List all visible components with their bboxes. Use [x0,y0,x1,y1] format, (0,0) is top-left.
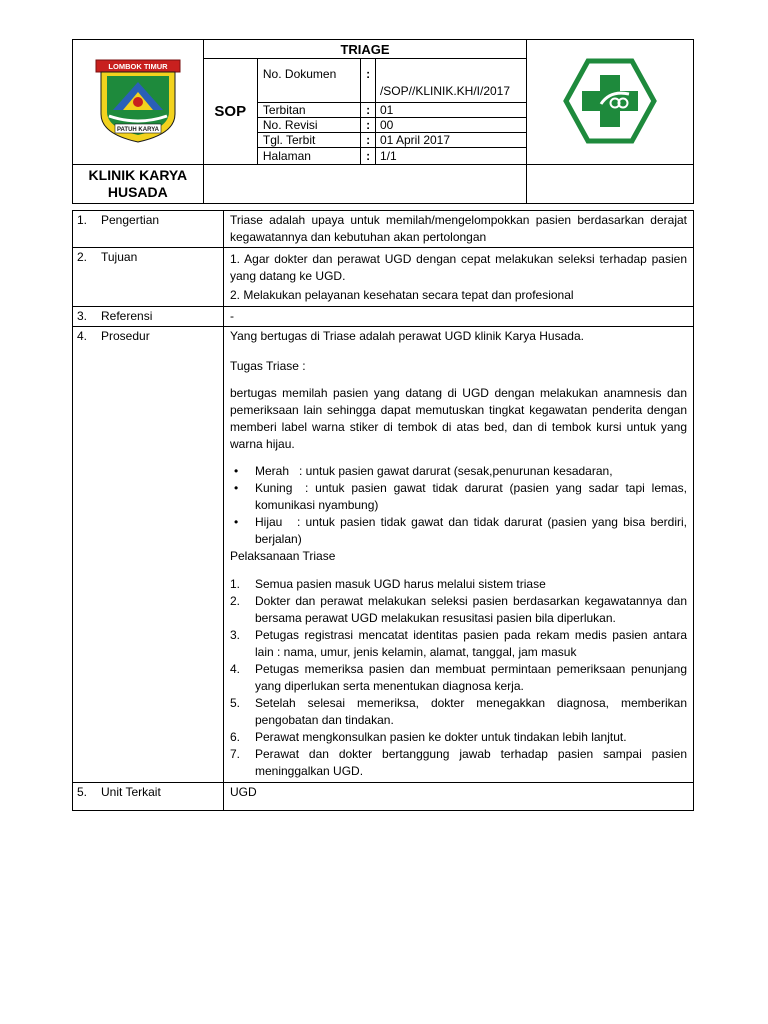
field-value-terbitan: 01 [375,103,526,118]
field-value-halaman: 1/1 [375,148,526,165]
field-value-no-dokumen: /SOP//KLINIK.KH/I/2017 [375,59,526,103]
list-item [230,480,687,514]
field-colon: : [361,148,376,165]
unit-terkait-text: UGD [224,783,694,811]
row-unit-terkait [73,783,694,811]
prosedur-content [224,327,694,783]
color-desc: : untuk pasien gawat darurat (sesak,penurunan kesadaran, [299,464,613,478]
sop-label: SOP [203,59,257,165]
tujuan-item: 1. Agar dokter dan perawat UGD dengan cepat melakukan seleksi terhadap pasien yang datang ke UGD. [230,252,687,283]
document-header [72,39,694,204]
document-title: TRIAGE [203,40,527,59]
emblem-banner-text: LOMBOK TIMUR [108,61,168,71]
section-key [73,307,224,327]
list-item [230,627,687,661]
tugas-text: bertugas memilah pasien yang datang di UGD dengan melakukan anamnesis dan pemeriksaan lain sehingga dapat memutuskan tingkat kegawatan penderita dengan memberi label warna stiker di tembok di atas bed, dan di tembok kursi untuk yang warna hijau. [230,386,687,451]
step-text: Petugas registrasi mencatat identitas pasien pada rekam medis pasien antara lain : nama, umur, jenis kelamin, alamat, tanggal, jam masuk [255,628,687,659]
color-name: Kuning [255,481,293,495]
field-value-no-revisi: 00 [375,118,526,133]
clinic-name-line1: KLINIK KARYA [88,167,188,183]
section-label: Prosedur [101,329,150,343]
section-label: Unit Terkait [101,785,161,799]
clinic-name-line2: HUSADA [107,184,168,200]
step-number: 5. [230,696,241,710]
row-tujuan [73,248,694,307]
field-colon: : [361,103,376,118]
emblem-motto-text: PATUH KARYA [116,126,159,133]
color-name: Hijau [255,515,283,529]
field-label-halaman: Halaman [257,148,360,165]
list-item [230,514,687,548]
left-logo-cell [73,40,204,165]
clinic-name [73,165,204,204]
section-key [73,327,224,783]
row-referensi [73,307,694,327]
field-colon: : [361,118,376,133]
step-text: Perawat mengkonsulkan pasien ke dokter untuk tindakan lebih lanjtut. [255,730,627,744]
section-number: 5. [77,785,88,799]
section-number: 1. [77,213,88,227]
section-number: 3. [77,309,88,323]
step-number: 3. [230,628,241,642]
section-key [73,248,224,307]
tugas-title: Tugas Triase : [230,359,306,373]
clinic-cross-hexagon-icon [563,58,657,144]
section-key [73,783,224,811]
color-desc: : untuk pasien gawat tidak darurat (pasien yang sadar tapi lemas, komunikasi nyambung) [255,481,687,512]
procedure-steps [230,576,687,780]
list-item [230,593,687,627]
field-label-terbitan: Terbitan [257,103,360,118]
step-text: Petugas memeriksa pasien dan membuat permintaan pemeriksaan penunjang yang diperlukan serta menentukan diagnosa kerja. [255,662,687,693]
step-text: Perawat dan dokter bertanggung jawab terhadap pasien sampai pasien meninggalkan UGD. [255,747,687,778]
list-item [230,576,687,593]
row-prosedur [73,327,694,783]
step-text: Setelah selesai memeriksa, dokter menegakkan diagnosa, memberikan pengobatan dan tindakan. [255,696,687,727]
field-colon: : [361,59,376,103]
field-label-no-revisi: No. Revisi [257,118,360,133]
field-colon: : [361,133,376,148]
step-text: Semua pasien masuk UGD harus melalui sistem triase [255,577,546,591]
tujuan-item: 2. Melakukan pelayanan kesehatan secara tepat dan profesional [230,288,574,302]
referensi-text: - [224,307,694,327]
list-item [230,695,687,729]
row-pengertian [73,211,694,248]
step-number: 6. [230,730,241,744]
pelaksanaan-title: Pelaksanaan Triase [230,549,336,563]
tujuan-content [224,248,694,307]
color-desc: : untuk pasien tidak gawat dan tidak darurat (pasien yang bisa berdiri, berjalan) [255,515,687,546]
header-blank-cell [203,165,527,204]
list-item [230,463,687,480]
list-item [230,746,687,780]
step-text: Dokter dan perawat melakukan seleksi pasien berdasarkan kegawatannya dan bersama perawat UGD melakukan resusitasi pasien bila diperlukan. [255,594,687,625]
section-key [73,211,224,248]
field-value-tgl-terbit: 01 April 2017 [375,133,526,148]
step-number: 4. [230,662,241,676]
section-label: Tujuan [101,250,138,264]
right-logo-cell [527,40,694,165]
step-number: 2. [230,594,241,608]
step-number: 1. [230,577,241,591]
field-label-no-dokumen: No. Dokumen [257,59,360,103]
header-blank-cell-right [527,165,694,204]
triage-color-list [230,463,687,548]
list-item [230,729,687,746]
section-label: Referensi [101,309,153,323]
section-number: 2. [77,250,88,264]
section-label: Pengertian [101,213,160,227]
color-name: Merah [255,464,290,478]
pengertian-text: Triase adalah upaya untuk memilah/mengelompokkan pasien berdasarkan derajat kegawatannya dan kebutuhan akan pertolongan [224,211,694,248]
sop-content-table [72,210,694,811]
list-item [230,661,687,695]
field-label-tgl-terbit: Tgl. Terbit [257,133,360,148]
lombok-timur-emblem-icon [93,58,183,144]
prosedur-intro: Yang bertugas di Triase adalah perawat UGD klinik Karya Husada. [230,329,584,343]
step-number: 7. [230,747,241,761]
section-number: 4. [77,329,88,343]
